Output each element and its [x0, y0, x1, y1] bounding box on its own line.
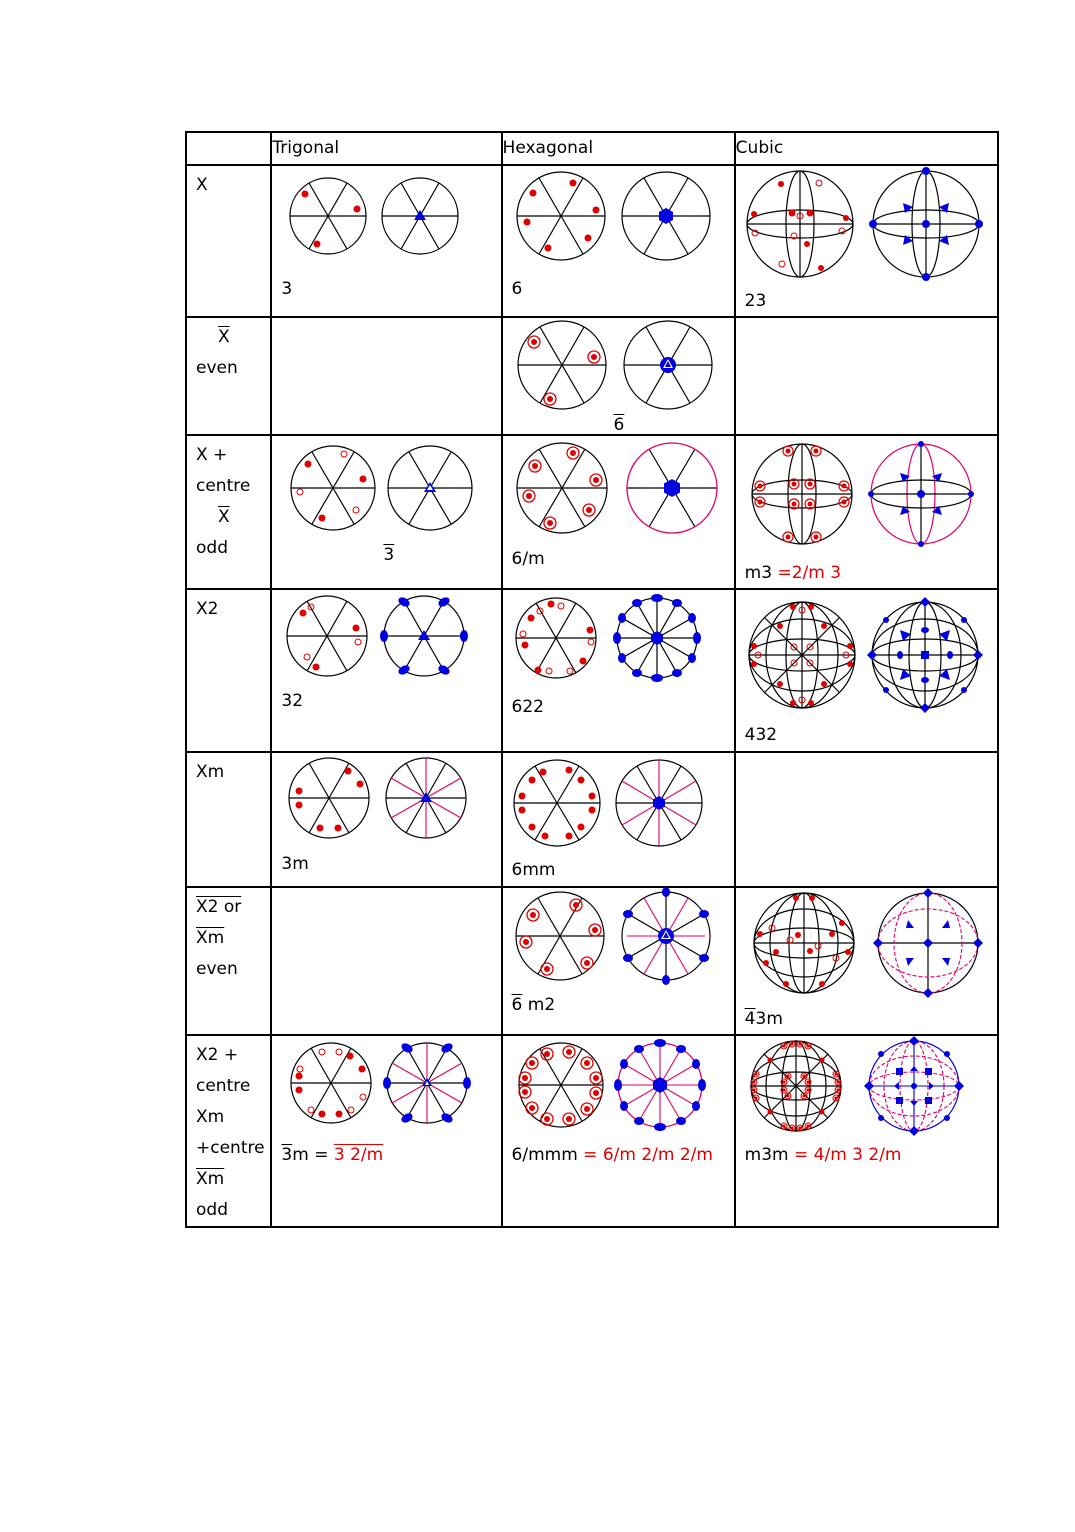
row-label — [186, 589, 271, 752]
row-label-line: X + — [196, 445, 228, 465]
symbol-label: 6 — [613, 415, 625, 435]
row-label-line: X2 + — [196, 1045, 239, 1065]
cell-trigonal — [271, 165, 501, 317]
symbol-label: 622 — [511, 697, 544, 717]
row-x — [186, 165, 998, 317]
row-x2-centre — [186, 1035, 998, 1227]
stereogram-32 — [272, 590, 501, 750]
header-cubic: Cubic — [735, 132, 998, 165]
symbol-part: m3m — [744, 1145, 789, 1165]
row-label-line: Xm — [196, 762, 225, 782]
cell-trigonal-empty — [271, 887, 501, 1035]
cell-hexagonal — [502, 317, 735, 435]
row-label — [186, 317, 271, 435]
row-label — [186, 887, 271, 1035]
cell-trigonal — [271, 589, 501, 752]
symbol-label — [745, 558, 841, 589]
cell-hexagonal — [502, 1035, 735, 1227]
row-label-line: centre — [196, 476, 251, 496]
row-label-line: centre — [196, 1076, 251, 1096]
cell-hexagonal — [502, 435, 735, 589]
symbol-part-red-text: 3 2/m — [333, 1145, 384, 1165]
stereogram-23 — [736, 166, 998, 316]
row-label-line — [196, 923, 270, 954]
row-label-text: X2 or — [196, 897, 242, 917]
row-label-text: $\overline{Xm}$ — [196, 928, 225, 948]
header-hexagonal: Hexagonal — [502, 132, 735, 165]
symbol-part: 4 — [744, 1009, 756, 1029]
symbol-label: 32 — [281, 691, 304, 711]
cell-trigonal-empty — [271, 317, 501, 435]
symbol-part-red: =2/m 3 — [777, 563, 842, 583]
stereogram-6mmm — [503, 1036, 735, 1156]
stereogram-3 — [272, 166, 501, 316]
cell-cubic — [735, 887, 998, 1035]
symbol-part: m2 — [522, 995, 556, 1015]
symbol-part: 3 — [281, 1145, 293, 1165]
row-label-line: $\overline{X}$ — [218, 327, 230, 347]
symbol-label: 23 — [744, 291, 767, 311]
symbol-part-red: = 4/m 3 2/m — [788, 1145, 902, 1165]
symbol-label: 6/m — [511, 549, 545, 569]
row-x-centre — [186, 435, 998, 589]
row-label-line: even — [196, 358, 238, 378]
symbol-part: 6 — [511, 995, 523, 1015]
symbol-part-red: = 6/m 2/m 2/m — [577, 1145, 713, 1165]
row-label-line: X — [196, 175, 208, 195]
symbol-part: 6/mmm — [511, 1145, 578, 1165]
row-label-line: even — [196, 959, 238, 979]
symbol-label — [512, 1140, 713, 1171]
symbol-part: 3m — [755, 1009, 783, 1029]
row-label-line: $\overline{X}$ — [218, 507, 230, 527]
row-xm — [186, 752, 998, 887]
symbol-label: 3m — [281, 854, 309, 874]
row-label-text: $\overline{Xm}$ — [196, 1169, 225, 1189]
symbol-label: 6 — [511, 279, 523, 299]
cell-trigonal — [271, 435, 501, 589]
row-xbar-even — [186, 317, 998, 435]
row-label-line: Xm — [196, 1107, 225, 1127]
cell-trigonal — [271, 1035, 501, 1227]
symbol-label: 432 — [744, 725, 778, 745]
row-label — [186, 165, 271, 317]
row-label-line: odd — [196, 538, 228, 558]
symbol-label: 6mm — [511, 860, 556, 880]
cell-cubic-empty — [735, 317, 998, 435]
row-label — [186, 1035, 271, 1227]
cell-hexagonal — [502, 887, 735, 1035]
symbol-label — [745, 1140, 902, 1171]
row-label — [186, 752, 271, 887]
cell-cubic — [735, 165, 998, 317]
symbol-label: 3 — [281, 279, 293, 299]
symbol-label — [745, 1004, 783, 1035]
cell-cubic — [735, 435, 998, 589]
stereogram-622 — [503, 590, 735, 750]
stereogram-m3m — [736, 1036, 998, 1156]
cell-cubic-empty — [735, 752, 998, 887]
stereogram-table — [185, 131, 999, 1228]
symbol-part-red — [334, 1145, 383, 1165]
cell-hexagonal — [502, 752, 735, 887]
symbol-label — [281, 1140, 383, 1171]
symbol-label — [512, 990, 556, 1021]
row-label-line — [196, 1164, 270, 1195]
cell-trigonal — [271, 752, 501, 887]
row-label-line: odd — [196, 1200, 228, 1220]
cell-cubic — [735, 589, 998, 752]
stereogram-3barm — [272, 1036, 501, 1156]
header-empty — [186, 132, 271, 165]
symbol-part: m = — [292, 1145, 334, 1165]
symbol-label: 3 — [383, 545, 395, 565]
symbol-part: m3 — [744, 563, 778, 583]
header-trigonal: Trigonal — [271, 132, 501, 165]
row-label-line: +centre — [196, 1138, 265, 1158]
row-xbar2-even — [186, 887, 998, 1035]
row-x2 — [186, 589, 998, 752]
cell-cubic — [735, 1035, 998, 1227]
cell-hexagonal — [502, 589, 735, 752]
row-label — [186, 435, 271, 589]
row-label-line — [196, 892, 270, 923]
stereogram-6 — [503, 166, 735, 316]
row-label-line: X2 — [196, 599, 219, 619]
header-row — [186, 132, 998, 165]
cell-hexagonal — [502, 165, 735, 317]
